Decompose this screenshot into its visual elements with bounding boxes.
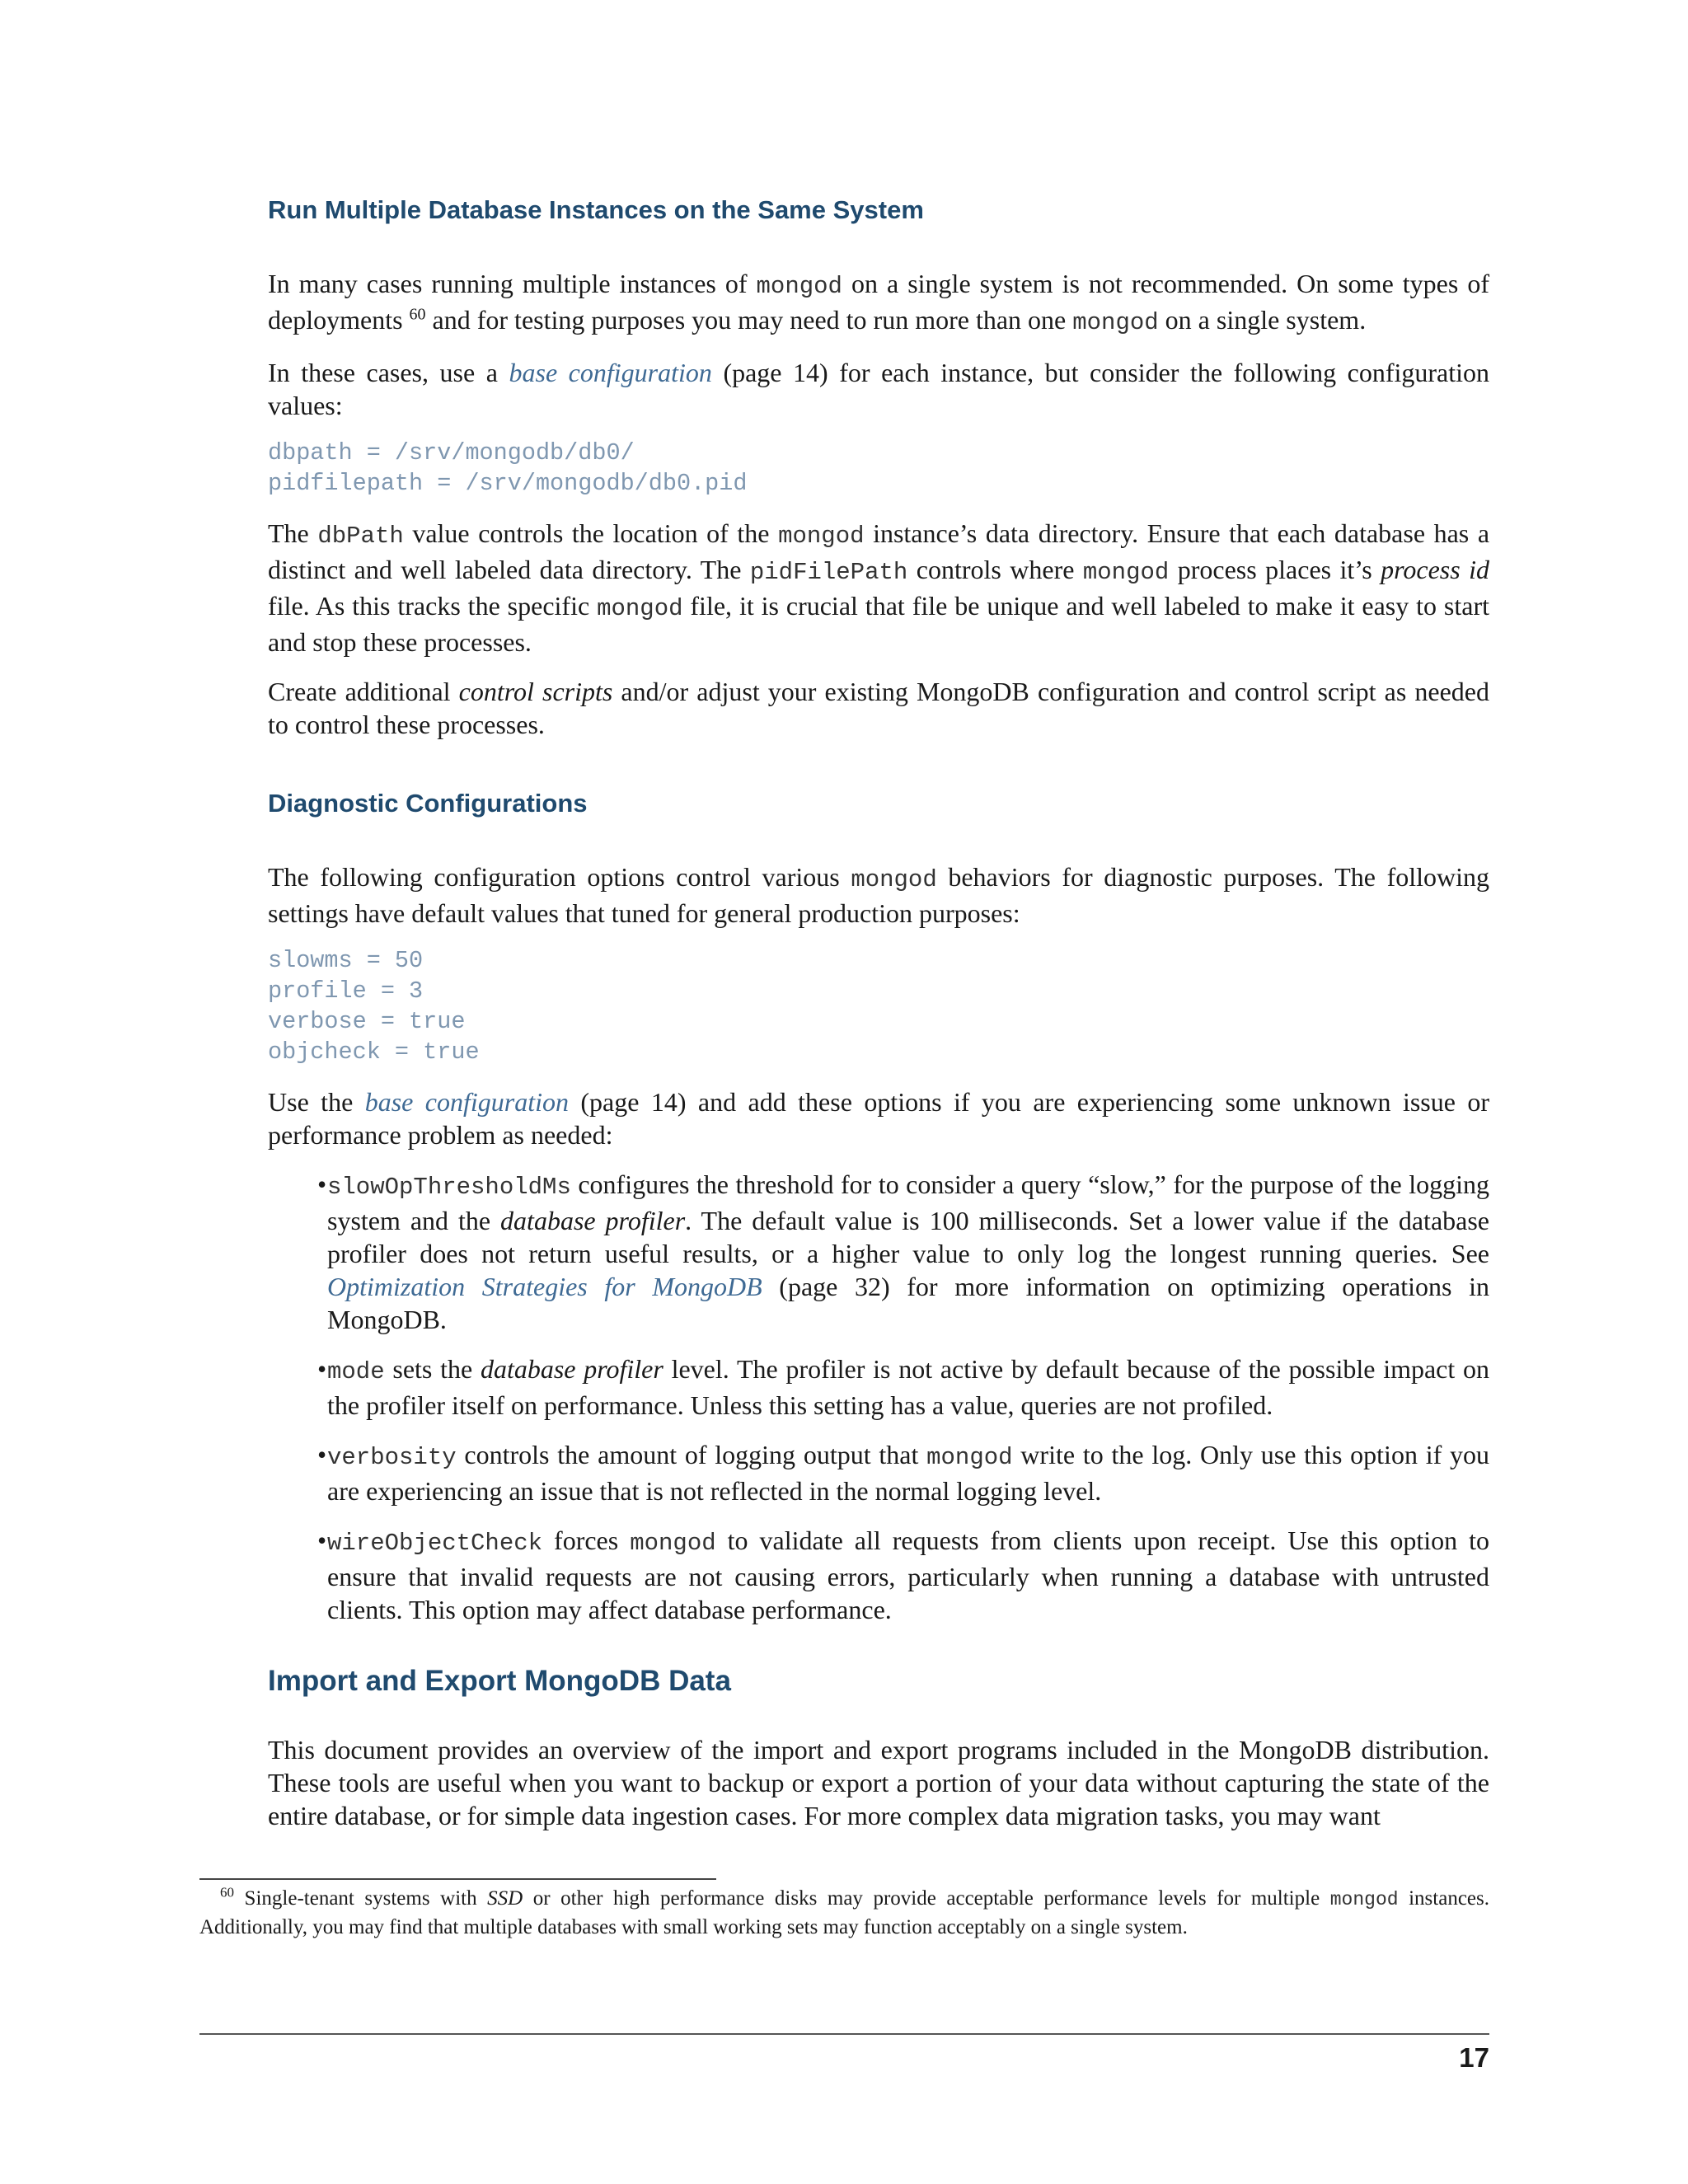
text: Use the [268, 1087, 365, 1118]
code-line: slowms = 50 [268, 947, 424, 975]
text: The [268, 518, 318, 549]
page-number: 17 [1459, 2042, 1489, 2073]
paragraph-base-configuration [268, 356, 1489, 422]
list-item-verbosity [317, 1438, 1490, 1507]
text: process places it’s [1169, 555, 1381, 585]
link-base-configuration[interactable]: base configuration [509, 358, 712, 388]
paragraph-multiple-instances-intro [268, 267, 1489, 340]
code-option-name: verbosity [327, 1444, 457, 1472]
emphasis-process-id: process id [1381, 555, 1489, 585]
code-mongod: mongod [1082, 559, 1170, 587]
code-option-name: wireObjectCheck [327, 1530, 543, 1558]
text: Create additional [268, 677, 459, 707]
bullet: • [317, 1169, 327, 1200]
code-mongod: mongod [630, 1530, 716, 1558]
code-option-name: mode [327, 1358, 385, 1386]
text: value controls the location of the [403, 518, 779, 549]
text: file, it is crucial that file be unique and well labeled to make it easy to start and stop these processes. [268, 591, 1490, 658]
paragraph-control-scripts [268, 675, 1489, 741]
code-dbpath: dbPath [317, 523, 404, 551]
code-pidfilepath: pidFilePath [749, 559, 908, 587]
text: level. The profiler is not active by default because of the possible impact on the profiler itself on performance. Unless this setting has a value, queries are not profiled. [327, 1354, 1490, 1421]
text: (page 14) and add these options if you are experiencing some unknown issue or performance problem as needed: [268, 1087, 1490, 1151]
footnote-spacer [199, 1887, 220, 1910]
code-line: dbpath = /srv/mongodb/db0/ [268, 439, 635, 467]
emphasis-database-profiler: database profiler [500, 1206, 686, 1236]
page-content [268, 194, 1489, 1832]
text: (page 14) for each instance, but consider the following configuration values: [268, 358, 1490, 421]
code-line: objcheck = true [268, 1038, 480, 1066]
paragraph-diagnostic-intro [268, 860, 1489, 930]
text: and/or adjust your existing MongoDB configuration and control script as needed to control these processes. [268, 677, 1490, 740]
emphasis-ssd: SSD [487, 1887, 523, 1910]
text: controls the amount of logging output that [456, 1440, 927, 1470]
text: In many cases running multiple instances of [268, 269, 757, 299]
text: In these cases, use a [268, 358, 509, 388]
bullet: • [317, 1526, 327, 1556]
text: The following configuration options control various [268, 862, 851, 893]
text: controls where [907, 555, 1083, 585]
footnote-number: 60 [220, 1884, 234, 1900]
heading-diagnostic-configurations: Diagnostic Configurations [268, 789, 588, 818]
text: . The default value is 100 milliseconds. Set a lower value if the database profiler does not return useful results, or a higher value to only log the longest running queries. See [327, 1206, 1489, 1269]
code-block-diagnostic [268, 945, 1489, 1067]
code-mongod: mongod [597, 595, 683, 623]
text: forces [542, 1526, 631, 1556]
code-mongod: mongod [851, 866, 937, 894]
text: behaviors for diagnostic purposes. The following settings have default values that tuned for general production purposes: [268, 862, 1490, 929]
code-mongod: mongod [1072, 309, 1159, 337]
paragraph-dbpath-explanation [268, 517, 1489, 658]
emphasis-database-profiler: database profiler [480, 1354, 663, 1385]
text: and for testing purposes you may need to run more than one [425, 305, 1073, 335]
link-optimization-strategies[interactable]: Optimization Strategies for MongoDB [327, 1272, 762, 1302]
code-line: verbose = true [268, 1008, 466, 1036]
text: (page 32) for more information on optimizing operations in MongoDB. [327, 1272, 1490, 1335]
heading-run-multiple-instances: Run Multiple Database Instances on the Same System [268, 195, 924, 224]
text: configures the threshold for to consider a query “slow,” for the purpose of the logging system and the [327, 1169, 1489, 1236]
text: file. As this tracks the specific [268, 591, 598, 621]
bullet: • [317, 1354, 327, 1385]
code-line: profile = 3 [268, 977, 424, 1005]
code-mongod: mongod [926, 1444, 1013, 1472]
code-mongod: mongod [1329, 1889, 1399, 1910]
text: on a single system. [1158, 305, 1367, 335]
code-line: pidfilepath = /srv/mongodb/db0.pid [268, 470, 748, 498]
list-item-mode [317, 1352, 1490, 1422]
footer-divider [199, 2033, 1489, 2035]
text: sets the [384, 1354, 481, 1385]
diagnostic-options-list [268, 1168, 1489, 1626]
code-option-name: slowOpThresholdMs [327, 1174, 571, 1202]
list-item-slowopthresholdms [317, 1168, 1490, 1336]
code-block-paths [268, 438, 1489, 499]
text: or other high performance disks may provide acceptable performance levels for multiple [523, 1887, 1330, 1910]
heading-import-export: Import and Export MongoDB Data [268, 1665, 731, 1698]
text: to validate all requests from clients upon receipt. Use this option to ensure that invalid requests are not causing errors, particularly when running a database with untrusted clients. This option may affect database performance. [327, 1526, 1489, 1625]
footnote-divider [199, 1878, 716, 1880]
bullet: • [317, 1440, 327, 1470]
paragraph-use-base-configuration [268, 1085, 1489, 1151]
text: instances. Additionally, you may find that multiple databases with small working sets may function acceptably on a single system. [199, 1887, 1490, 1938]
footnote-60 [199, 1885, 1489, 1941]
list-item-wireobjectcheck [317, 1524, 1489, 1626]
code-mongod: mongod [778, 523, 865, 551]
paragraph-import-export-intro: This document provides an overview of the import and export programs included in the MongoDB distribution. These tools are useful when you want to backup or export a portion of your data without capturing the state of the entire database, or for simple data ingestion cases. For more complex data migration tasks, you may want [268, 1735, 1489, 1831]
text: instance’s data directory. Ensure that each database has a distinct and well labeled data directory. The [268, 518, 1490, 585]
text: Single-tenant systems with [234, 1887, 488, 1910]
emphasis-control-scripts: control scripts [458, 677, 613, 707]
link-base-configuration[interactable]: base configuration [364, 1087, 569, 1118]
code-mongod: mongod [756, 273, 842, 301]
text: write to the log. Only use this option if you are experiencing an issue that is not reflected in the normal logging level. [327, 1440, 1490, 1507]
text: on a single system is not recommended. On some types of deployments [268, 269, 1489, 335]
footnote-ref-60[interactable]: 60 [409, 305, 426, 324]
